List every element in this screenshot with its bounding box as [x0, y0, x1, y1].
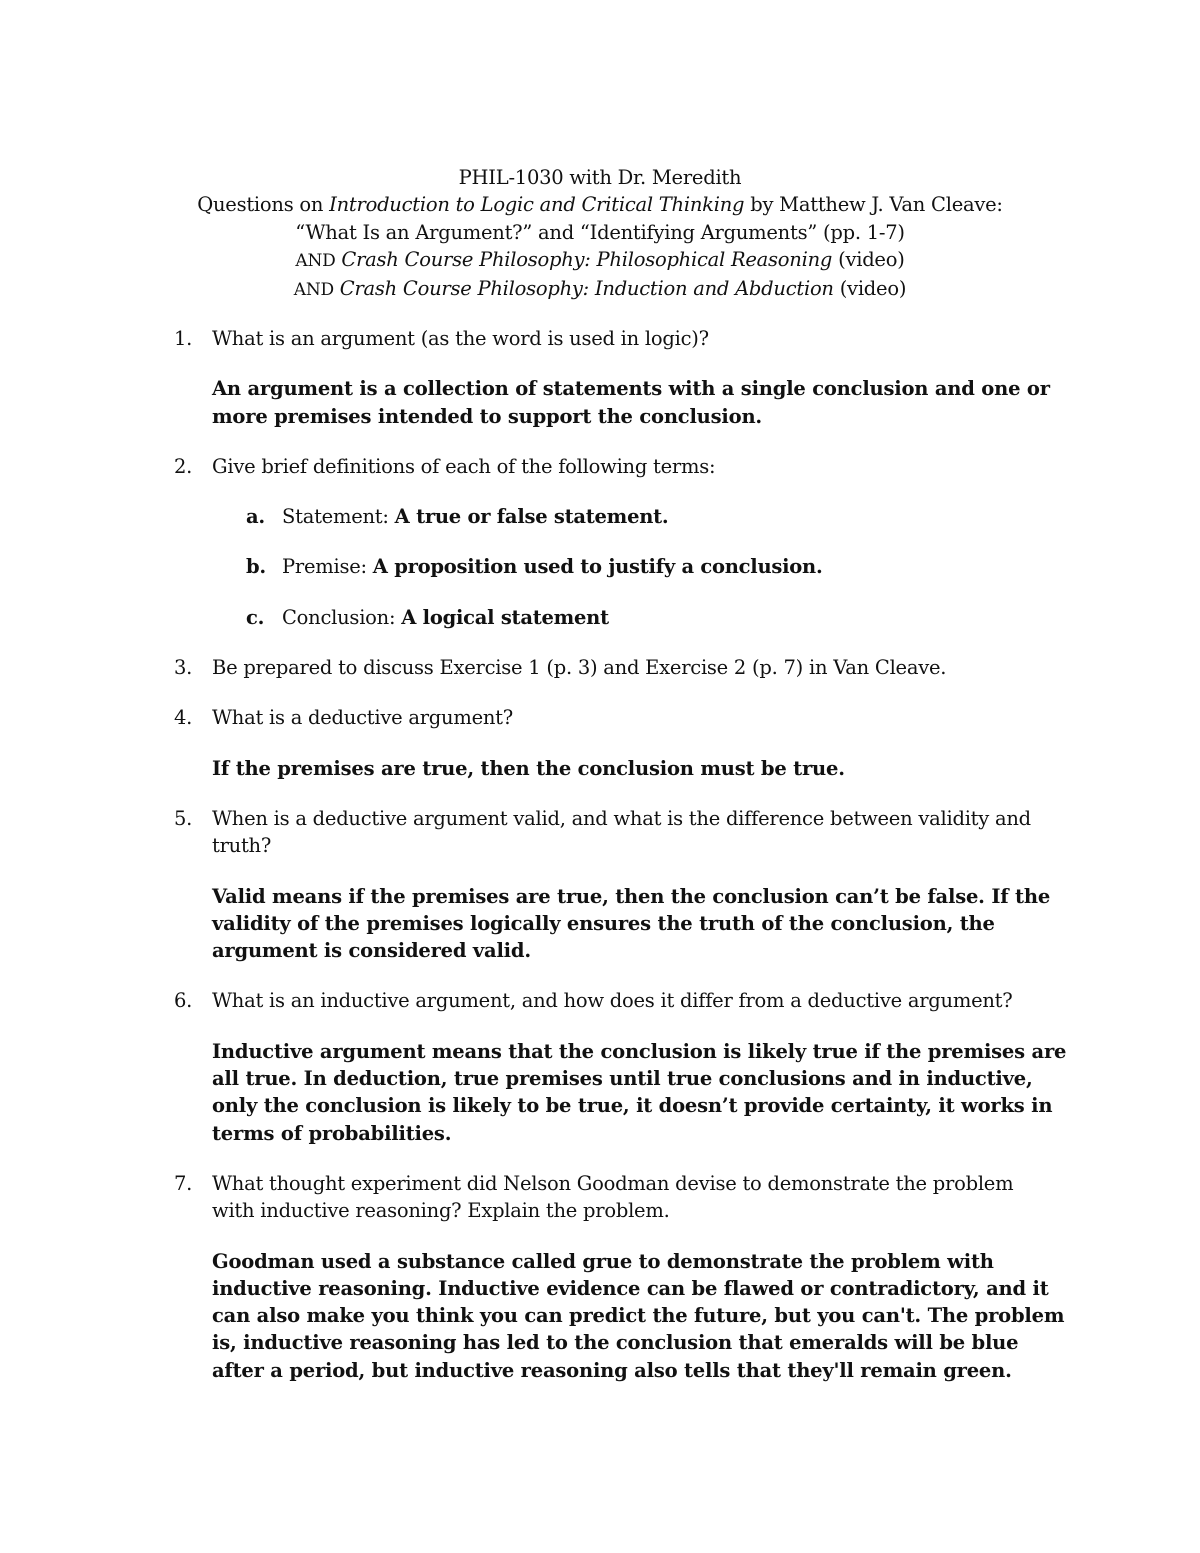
sub-letter: a. [246, 505, 265, 529]
question-list [174, 325, 1074, 1384]
question-text: What thought experiment did Nelson Goodman devise to demonstrate the problem with inductive reasoning? Explain the problem. [212, 1171, 1014, 1223]
video-title-2: Crash Course Philosophy: Induction and Abduction [339, 277, 834, 301]
question-item [174, 987, 1074, 1014]
book-title: Introduction to Logic and Critical Thinking [329, 193, 745, 217]
video-suffix-1: (video) [832, 247, 905, 271]
video-line-1 [150, 246, 1050, 275]
sub-item [174, 604, 1074, 631]
video-line-2 [150, 275, 1050, 304]
question-number: 6. [174, 989, 193, 1013]
sub-definition: A proposition used to justify a conclusion. [372, 555, 823, 579]
sub-term: Conclusion: [282, 605, 402, 629]
question-item [174, 704, 1074, 731]
sub-definition: A true or false statement. [394, 505, 669, 529]
answer-text: Valid means if the premises are true, then the conclusion can’t be false. If the validity of the premises logically ensures the truth of the conclusion, the argument is considered valid. [212, 884, 1051, 963]
question-number: 3. [174, 656, 193, 680]
question-item [174, 325, 1074, 352]
reading-line [150, 191, 1050, 218]
sub-item [174, 503, 1074, 530]
answer-text: Goodman used a substance called grue to demonstrate the problem with inductive reasoning. Inductive evidence can be flawed or contradictory, and it can also make you think you can predict the future, but you can't. The problem is, inductive reasoning has led to the conclusion that emeralds will be blue after a period, but inductive reasoning also tells that they'll remain green. [212, 1249, 1065, 1382]
question-text: When is a deductive argument valid, and what is the difference between validity and truth? [212, 806, 1031, 858]
question-text: What is a deductive argument? [212, 706, 513, 730]
sub-letter: b. [246, 555, 266, 579]
sub-item [174, 553, 1074, 580]
question-text: Give brief definitions of each of the following terms: [212, 454, 716, 478]
video-title-1: Crash Course Philosophy: Philosophical Reasoning [341, 247, 833, 271]
video-suffix-2: (video) [833, 277, 907, 301]
reading-prefix: Questions on [197, 193, 330, 217]
question-item [174, 654, 1074, 681]
course-title: PHIL-1030 with Dr. Meredith [458, 166, 742, 189]
chapters-line: “What Is an Argument?” and “Identifying Arguments” (pp. 1-7) [295, 220, 905, 244]
question-text: What is an inductive argument, and how does it differ from a deductive argument? [212, 989, 1013, 1013]
question-item [174, 1170, 1074, 1225]
answer-text: Inductive argument means that the conclusion is likely true if the premises are all true. In deduction, true premises until true conclusions and in inductive, only the conclusion is likely to be true, it doesn’t provide certainty, it works in terms of probabilities. [212, 1039, 1067, 1145]
document-header [150, 164, 1050, 304]
answer-text: An argument is a collection of statements with a single conclusion and one or more premises intended to support the conclusion. [212, 377, 1050, 428]
question-item [174, 805, 1074, 860]
question-text: Be prepared to discuss Exercise 1 (p. 3) and Exercise 2 (p. 7) in Van Cleave. [212, 656, 947, 680]
question-number: 7. [174, 1171, 193, 1195]
answer-text: If the premises are true, then the conclusion must be true. [212, 756, 845, 780]
sub-definition: A logical statement [401, 605, 609, 629]
and-word: AND [295, 250, 336, 271]
sub-term: Statement: [282, 505, 395, 529]
sub-letter: c. [246, 605, 265, 629]
reading-author: by Matthew J. Van Cleave: [744, 193, 1003, 217]
question-number: 5. [174, 806, 193, 830]
question-item [174, 453, 1074, 480]
question-number: 4. [174, 706, 193, 730]
question-number: 1. [174, 327, 193, 350]
question-text: What is an argument (as the word is used in logic)? [212, 327, 709, 350]
and-word: AND [293, 280, 334, 301]
question-number: 2. [174, 454, 193, 478]
sub-term: Premise: [282, 555, 373, 579]
